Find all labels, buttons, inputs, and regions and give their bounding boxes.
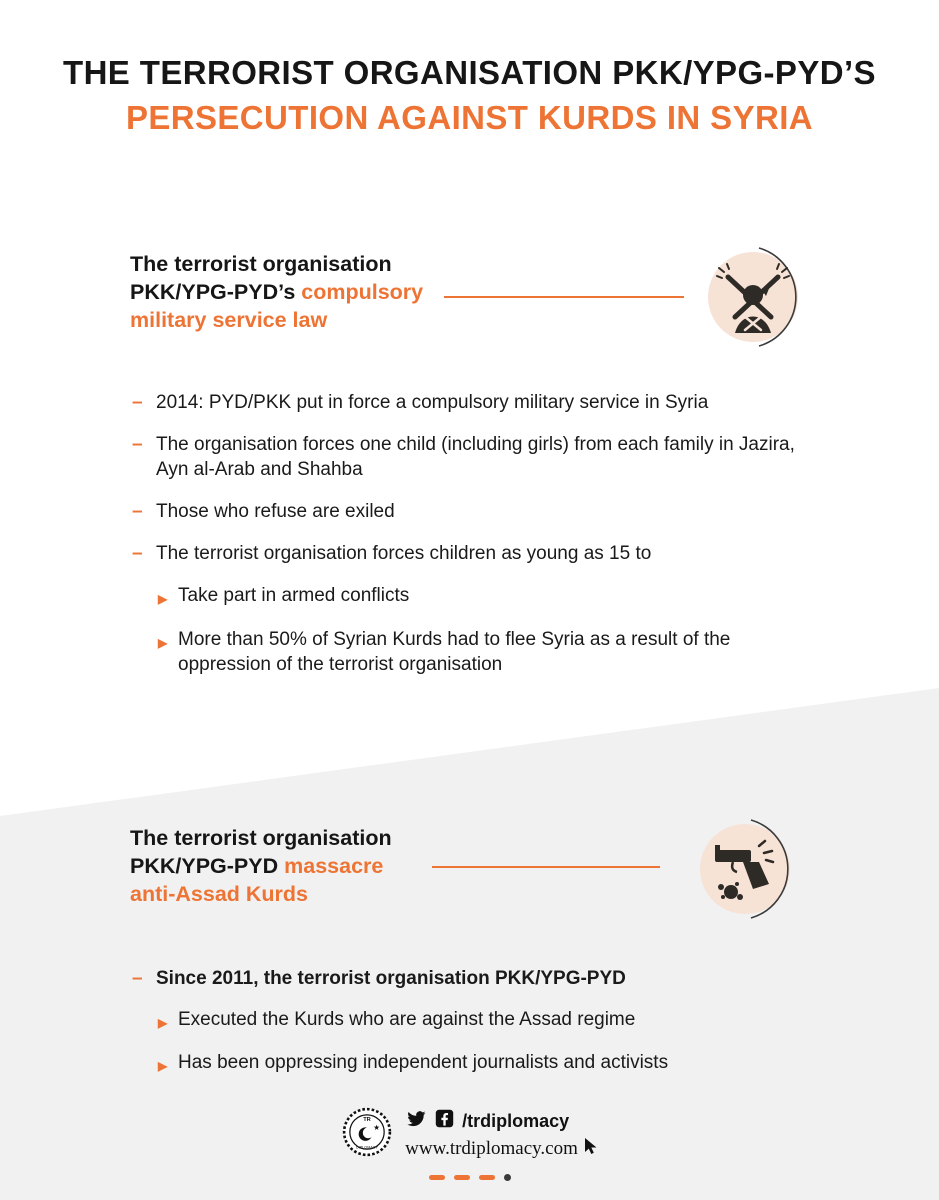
bullet-text: 2014: PYD/PKK put in force a compulsory military service in Syria: [156, 392, 709, 413]
heading-text-accent: military service law: [130, 308, 328, 332]
heading-text: PKK/YPG-PYD’s: [130, 280, 296, 304]
pagination-dash: [479, 1175, 495, 1180]
list-item: [132, 499, 804, 524]
cursor-icon: [584, 1137, 598, 1161]
list-item: [132, 966, 832, 991]
bullet-text: More than 50% of Syrian Kurds had to flee Syria as a result of the oppression of the terrorist organisation: [178, 629, 731, 675]
dash-bullet-icon: [132, 432, 156, 482]
social-handle: /trdiplomacy: [462, 1110, 570, 1131]
svg-text:★: ★: [373, 1122, 380, 1132]
pagination: [0, 1174, 939, 1181]
sub-list-item: [132, 583, 804, 610]
list-item: [132, 541, 804, 566]
heading-connector-line: [444, 296, 684, 298]
logo-text-top: TR: [363, 1117, 371, 1124]
title-line-2: PERSECUTION AGAINST KURDS IN SYRIA: [125, 99, 814, 136]
pagination-dot: [504, 1174, 511, 1181]
footer: [0, 1106, 939, 1163]
logo-text-bottom: DIPLOMACY: [356, 1145, 379, 1150]
bullet-text: Take part in armed conflicts: [178, 585, 410, 606]
dash-bullet-icon: [132, 390, 156, 415]
dash-bullet-icon: [132, 966, 156, 991]
heading-text-accent: compulsory: [301, 280, 424, 304]
heading-connector-line: [432, 866, 660, 868]
footer-text: [405, 1109, 598, 1161]
dash-bullet-icon: [132, 541, 156, 566]
triangle-bullet-icon: [158, 1050, 178, 1077]
bullet-text: The terrorist organisation forces children as young as 15 to: [156, 543, 652, 564]
heading-text-accent: massacre: [284, 854, 384, 878]
dash-bullet-icon: [132, 499, 156, 524]
site-row: [405, 1137, 598, 1161]
section-2-heading: [130, 824, 470, 908]
website-url: www.trdiplomacy.com: [405, 1137, 578, 1159]
pagination-dash: [429, 1175, 445, 1180]
page-title: [0, 54, 939, 137]
bullet-text: The organisation forces one child (including girls) from each family in Jazira, Ayn al-Arab and Shahba: [156, 434, 795, 480]
sub-list-item: [132, 1007, 832, 1034]
triangle-bullet-icon: [158, 627, 178, 677]
section-1-bullet-list: [132, 390, 804, 677]
trdiplomacy-stamp-logo: [341, 1106, 393, 1163]
fighter-crossed-rifles-icon: [700, 242, 810, 352]
section-1-heading: [130, 250, 470, 334]
pagination-dash: [454, 1175, 470, 1180]
section-2-bullet-list: [132, 966, 832, 1077]
title-line-1: THE TERRORIST ORGANISATION PKK/YPG-PYD’S: [63, 54, 876, 91]
heading-text: The terrorist organisation: [130, 252, 392, 276]
pistol-splatter-icon: [692, 814, 802, 924]
heading-text-accent: anti-Assad Kurds: [130, 882, 309, 906]
bullet-text: Executed the Kurds who are against the Assad regime: [178, 1009, 636, 1030]
twitter-icon: [405, 1109, 427, 1134]
bullet-text: Since 2011, the terrorist organisation PKK/YPG-PYD: [156, 968, 626, 989]
bullet-text: Has been oppressing independent journalists and activists: [178, 1052, 669, 1073]
social-row: [405, 1109, 598, 1134]
heading-text: The terrorist organisation: [130, 826, 392, 850]
triangle-bullet-icon: [158, 1007, 178, 1034]
list-item: [132, 390, 804, 415]
list-item: [132, 432, 804, 482]
heading-text: PKK/YPG-PYD: [130, 854, 279, 878]
bullet-text: Those who refuse are exiled: [156, 501, 395, 522]
sub-list-item: [132, 627, 804, 677]
facebook-icon: [435, 1109, 454, 1133]
triangle-bullet-icon: [158, 583, 178, 610]
sub-list-item: [132, 1050, 832, 1077]
